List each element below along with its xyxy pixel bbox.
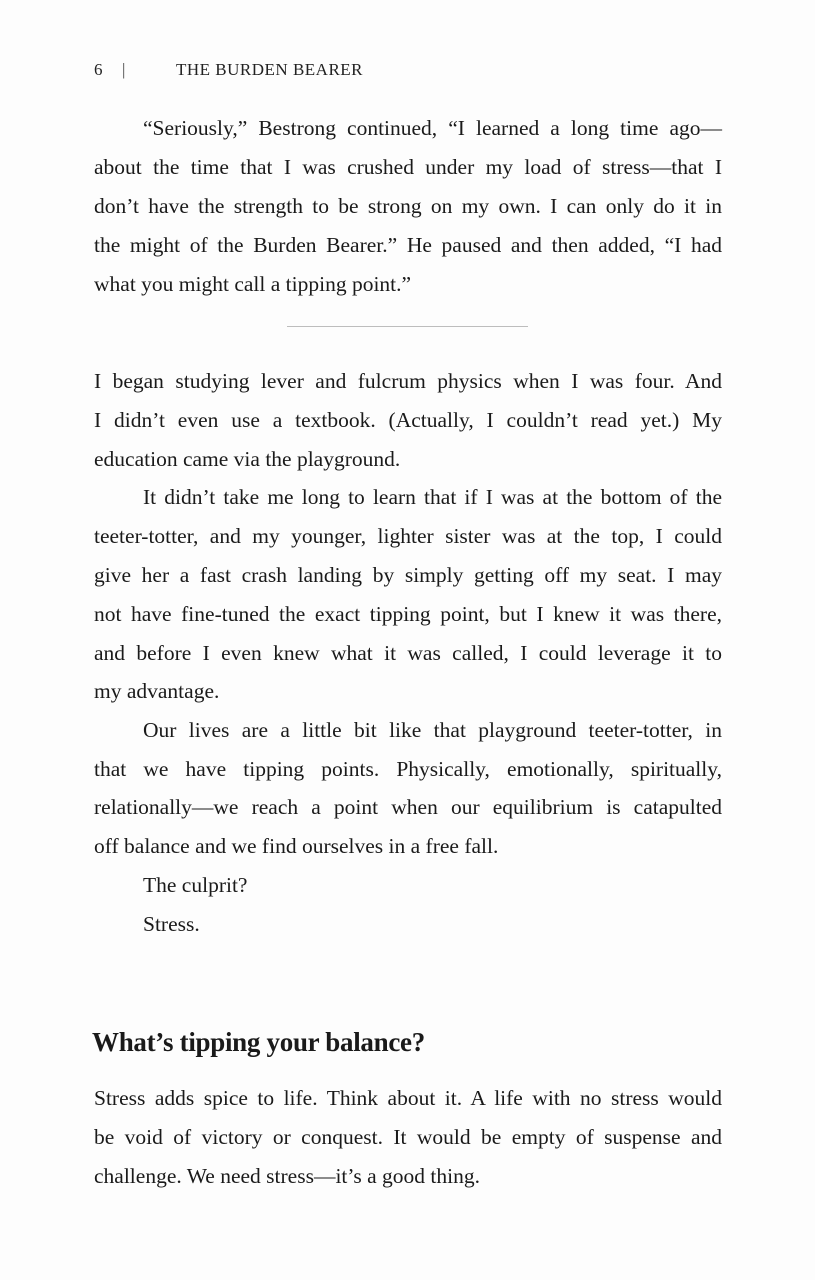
text-line: the might of the Burden Bearer.” He paused and then added, “I had [94, 233, 722, 257]
text-line: Stress adds spice to life. Think about it. A life with no stress would [94, 1086, 722, 1110]
text-line: give her a fast crash landing by simply getting off my seat. I may [94, 563, 722, 587]
text-line: I didn’t even use a textbook. (Actually, I couldn’t read yet.) My [94, 408, 722, 432]
text-line: teeter-totter, and my younger, lighter sister was at the top, I could [94, 524, 722, 548]
running-header [94, 60, 363, 80]
text-line: not have fine-tuned the exact tipping point, but I knew it was there, [94, 602, 722, 626]
text-line: don’t have the strength to be strong on my own. I can only do it in [94, 194, 722, 218]
text-line: relationally—we reach a point when our equilibrium is catapulted [94, 795, 722, 819]
header-separator: | [122, 60, 126, 79]
text-line: my advantage. [94, 679, 220, 703]
section-heading: What’s tipping your balance? [92, 1027, 425, 1057]
text-line: The culprit? [143, 873, 248, 897]
text-line: It didn’t take me long to learn that if I was at the bottom of the [143, 485, 722, 509]
text-line: about the time that I was crushed under my load of stress—that I [94, 155, 722, 179]
text-line: off balance and we find ourselves in a free fall. [94, 834, 499, 858]
text-line: I began studying lever and fulcrum physics when I was four. And [94, 369, 722, 393]
running-title: THE BURDEN BEARER [176, 60, 363, 79]
text-line: education came via the playground. [94, 447, 401, 471]
text-line: Our lives are a little bit like that playground teeter-totter, in [143, 718, 722, 742]
text-line: “Seriously,” Bestrong continued, “I learned a long time ago— [143, 116, 722, 140]
page-number: 6 [94, 60, 103, 79]
text-line: Stress. [143, 912, 200, 936]
text-line: be void of victory or conquest. It would be empty of suspense and [94, 1125, 722, 1149]
text-line: that we have tipping points. Physically, emotionally, spiritually, [94, 757, 722, 781]
text-line: what you might call a tipping point.” [94, 272, 412, 296]
text-line: challenge. We need stress—it’s a good thing. [94, 1164, 480, 1188]
text-line: and before I even knew what it was called, I could leverage it to [94, 641, 722, 665]
section-divider [287, 326, 528, 327]
